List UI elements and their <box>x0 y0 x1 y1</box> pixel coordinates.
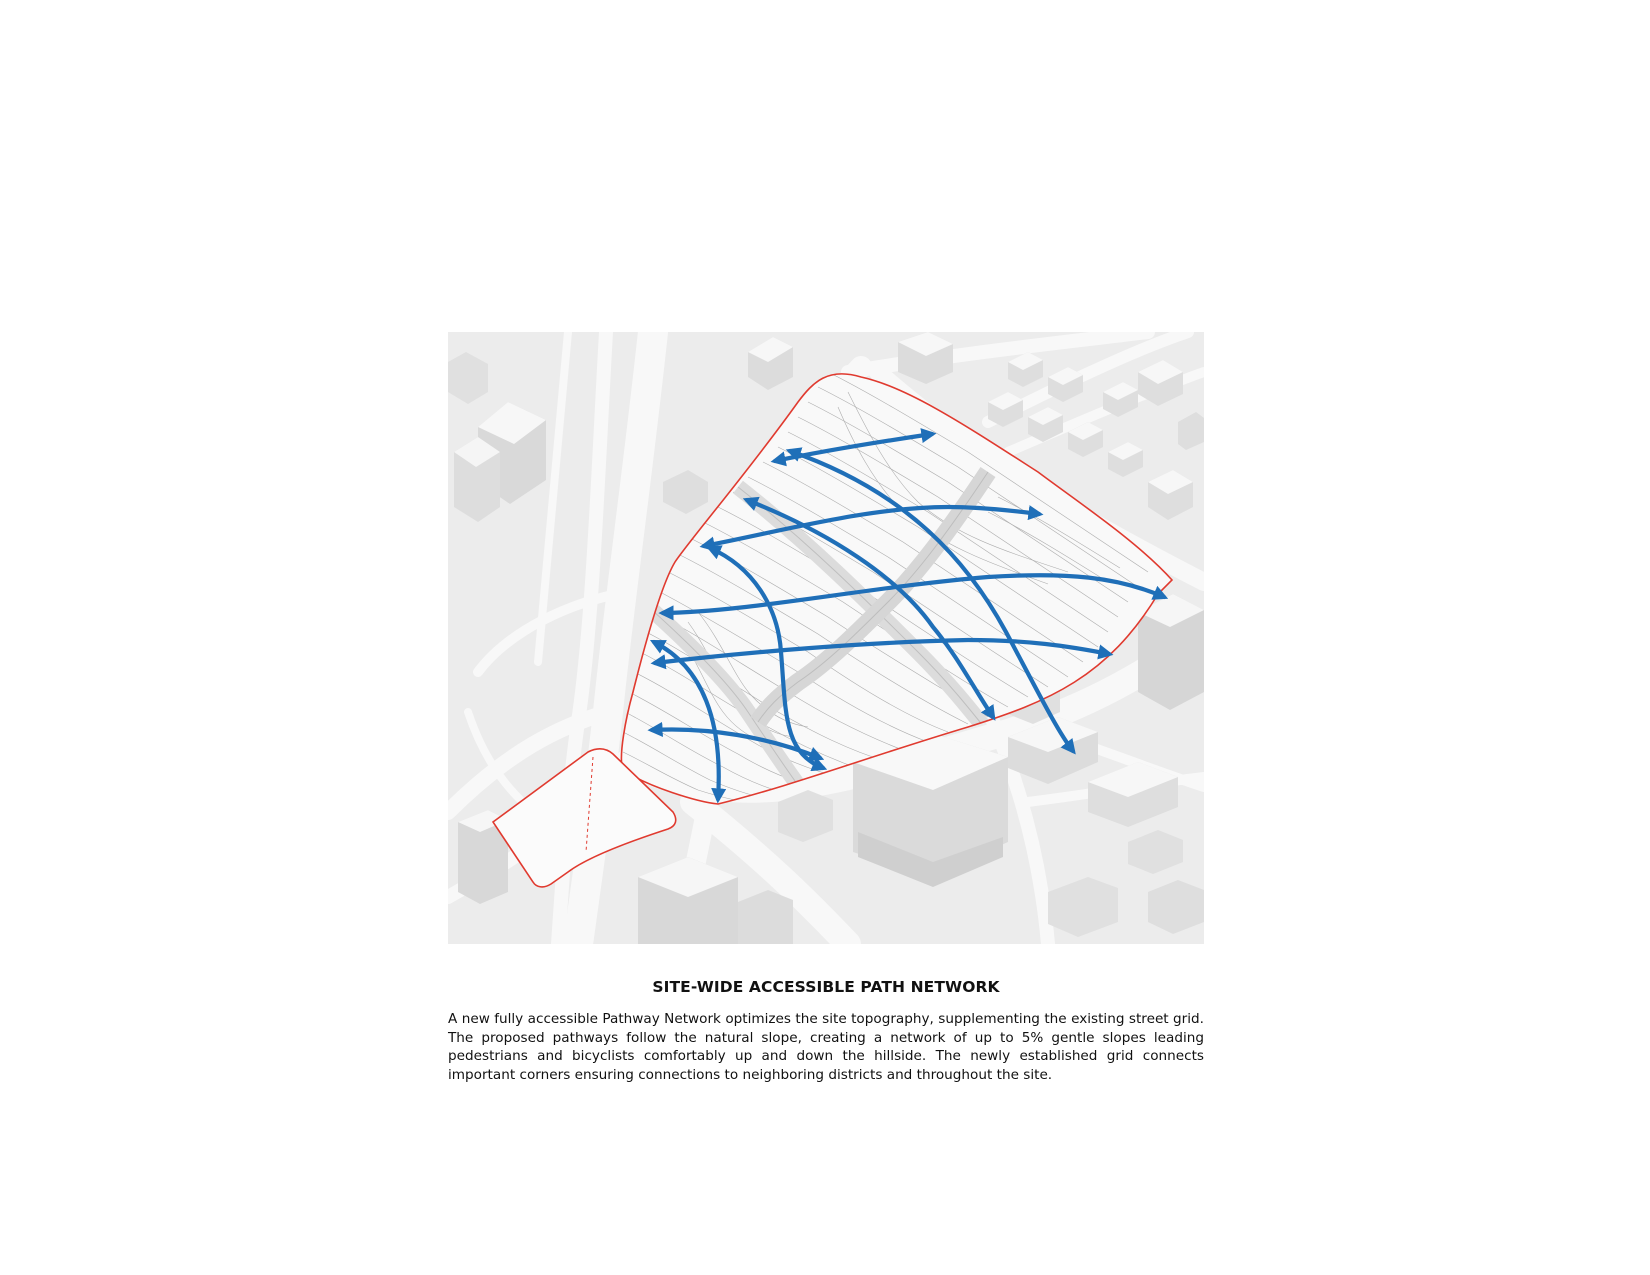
site-axonometric-diagram <box>448 332 1204 944</box>
caption-title: SITE-WIDE ACCESSIBLE PATH NETWORK <box>652 978 1000 996</box>
caption-body: A new fully accessible Pathway Network optimizes the site topography, supplementing the existing street grid. The proposed pathways follow the natural slope, creating a network of up to 5% gentle slopes leading pedestrians and bicyclists comfortably up and down the hillside. The newly established grid connects important corners ensuring connections to neighboring districts and throughout the site. <box>448 1011 1204 1084</box>
site-map-svg <box>448 332 1204 944</box>
caption <box>448 978 1204 1085</box>
